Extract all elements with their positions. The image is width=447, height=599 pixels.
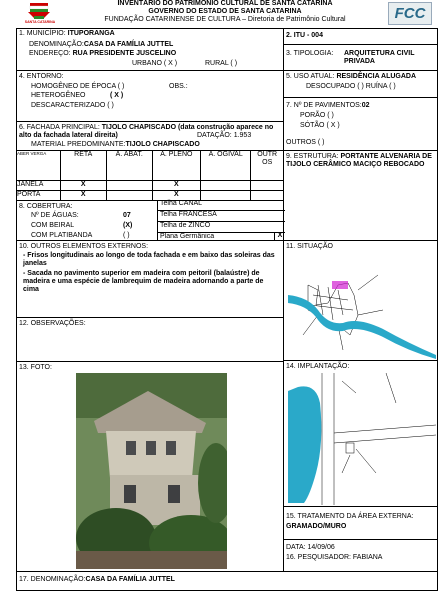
datacao-label: DATAÇÃO: — [197, 132, 232, 139]
tratamento-title: 15. TRATAMENTO DA ÁREA EXTERNA: — [286, 513, 414, 520]
rural-option: RURAL ( ) — [205, 60, 238, 67]
pavimentos-value: 02 — [361, 102, 370, 109]
outros-option: OUTROS ( ) — [286, 139, 325, 146]
fcc-logo — [388, 2, 432, 25]
descaracterizado-option: DESCARACTERIZADO ( ) — [31, 102, 114, 109]
platibanda-label: COM PLATIBANDA — [31, 232, 93, 239]
estrutura-title: 9. ESTRUTURA: — [286, 153, 339, 160]
foto-title: 13. FOTO: — [19, 364, 52, 371]
janela-outros — [251, 180, 284, 190]
situacao-map — [288, 255, 436, 359]
table-row — [17, 190, 284, 200]
section-17-denominacao — [16, 571, 438, 591]
porta-ogival — [200, 190, 250, 200]
material-label: MATERIAL PREDOMINANTE: — [31, 141, 126, 148]
aberturas-table — [16, 150, 284, 201]
house-photo — [76, 373, 227, 569]
telha-canal: Telha CANAL — [158, 200, 285, 211]
porta-label: PORTA — [17, 190, 61, 200]
janela-abat — [106, 180, 152, 190]
aguas-value: 07 — [123, 212, 131, 219]
municipio-value: ITUPORANGA — [67, 30, 115, 37]
tratamento-value: GRAMADO/MURO — [286, 523, 347, 530]
telha-plana: Plana Germânica — [160, 233, 215, 240]
heterogeneo-option: HETEROGÊNEO — [31, 92, 86, 99]
section-15-tratamento — [283, 506, 438, 540]
janela-pleno: X — [152, 180, 200, 190]
outros-elementos-item-2: - Sacada no pavimento superior em madeira com peitoril (balaústre) de madeira e uma espécie de lambrequim de madeira adornando a parte de cima — [23, 270, 264, 294]
endereco-label: ENDEREÇO: — [29, 50, 71, 57]
location-marker-icon — [332, 281, 348, 289]
entorno-title: 4. ENTORNO: — [19, 73, 64, 80]
denominacao-final-value: CASA DA FAMÍLIA JUTTEL — [85, 576, 175, 583]
telha-zinco: Telha de ZINCO — [158, 222, 285, 233]
aberturas-header-ogival: A. OGIVAL — [200, 151, 250, 181]
section-3-tipologia — [283, 44, 438, 71]
outros-elementos-title: 10. OUTROS ELEMENTOS EXTERNOS: — [19, 243, 149, 250]
fachada-title: 6. FACHADA PRINCIPAL: — [19, 124, 100, 131]
aberturas-header-outros: OUTR OS — [251, 151, 284, 181]
tipologia-value: ARQUITETURA CIVIL PRIVADA — [344, 50, 415, 66]
sotao-option: SÓTÃO ( X ) — [300, 122, 340, 129]
aguas-label: Nº DE ÁGUAS: — [31, 212, 79, 219]
uso-atual-options: DESOCUPADO ( ) RUÍNA ( ) — [306, 83, 396, 90]
table-row — [17, 180, 284, 190]
telha-francesa: Telha FRANCESA — [158, 211, 285, 222]
janela-label: JANELA — [17, 180, 61, 190]
porta-abat — [106, 190, 152, 200]
section-9-estrutura — [283, 150, 438, 241]
section-5-uso-atual — [283, 70, 438, 98]
section-7-pavimentos — [283, 97, 438, 151]
section-14-implantacao — [283, 360, 438, 507]
porta-pleno: X — [152, 190, 200, 200]
section-2-code — [283, 28, 438, 45]
urbano-option: URBANO ( X ) — [132, 60, 178, 67]
uso-atual-title: 5. USO ATUAL: — [286, 73, 335, 80]
beiral-label: COM BEIRAL — [31, 222, 75, 229]
beiral-mark: (X) — [123, 222, 133, 229]
situacao-title: 11. SITUAÇÃO — [286, 243, 333, 250]
section-13-foto — [16, 361, 284, 572]
section-12-observacoes — [16, 317, 284, 362]
porao-option: PORÃO ( ) — [300, 112, 334, 119]
porta-reta: X — [60, 190, 106, 200]
fcc-logo-text: FCC — [394, 5, 426, 22]
aberturas-header-reta: RETA — [60, 151, 106, 181]
tipologia-title: 3. TIPOLOGIA: — [286, 50, 334, 57]
uso-atual-value: RESIDÊNCIA ALUGADA — [336, 73, 417, 80]
header-line-3: FUNDAÇÃO CATARINENSE DE CULTURA – Diretoria de Patrimônio Cultural — [104, 16, 346, 24]
santa-catarina-logo-text: SANTA CATARINA — [24, 20, 56, 24]
itu-code: 2. ITU - 004 — [286, 32, 323, 39]
outros-elementos-item-1: - Frisos longitudinais ao longo de toda fachada e em baixo das soleiras das janelas — [23, 252, 275, 268]
aberturas-header-pleno: A. PLENO — [152, 151, 200, 181]
section-6-fachada — [16, 121, 284, 151]
implantacao-map — [286, 373, 436, 505]
header-line-2: GOVERNO DO ESTADO DE SANTA CATARINA — [148, 8, 302, 16]
observacoes-title: 12. OBSERVAÇÕES: — [19, 320, 86, 327]
endereco-value: RUA PRESIDENTE JUSCELINO — [72, 50, 177, 57]
datacao-value: 1.953 — [233, 132, 252, 139]
janela-reta: X — [60, 180, 106, 190]
section-8-cobertura — [16, 200, 284, 241]
section-16-pesquisador — [283, 539, 438, 572]
telhas-list — [157, 200, 285, 241]
homogeneo-option: HOMOGÊNEO DE ÉPOCA ( ) — [31, 83, 125, 90]
obs-label: OBS.: — [169, 83, 188, 90]
fachada-value: TIJOLO CHAPISCADO (data construção aparece no alto da fachada lateral direita) — [19, 124, 274, 140]
section-10-outros-elementos — [16, 240, 284, 318]
porta-outros — [251, 190, 284, 200]
section-1-municipio — [16, 28, 284, 71]
s1-title: 1. MUNICÍPIO: — [19, 30, 66, 37]
header-line-1: INVENTÁRIO DO PATRIMÔNIO CULTURAL DE SANTA CATARINA — [117, 0, 333, 7]
denominacao-final-label: 17. DENOMINAÇÃO: — [19, 576, 86, 583]
estrutura-value: PORTANTE ALVENARIA DE TIJOLO CERÂMICO MACIÇO REBOCADO — [286, 153, 432, 169]
cobertura-title: 8. COBERTURA: — [19, 203, 73, 210]
janela-ogival — [200, 180, 250, 190]
document-header — [60, 0, 390, 25]
telha-mark: X — [274, 232, 285, 240]
denominacao-value: CASA DA FAMÍLIA JUTTEL — [83, 41, 174, 48]
data-value: DATA: 14/09/06 — [286, 544, 335, 551]
pesquisador-value: 16. PESQUISADOR: FABIANA — [286, 554, 383, 561]
heterogeneo-mark: ( X ) — [110, 92, 124, 99]
section-11-situacao — [283, 240, 438, 361]
platibanda-mark: ( ) — [123, 232, 130, 239]
santa-catarina-logo — [20, 2, 60, 26]
material-value: TIJOLO CHAPISCADO — [125, 141, 200, 148]
implantacao-title: 14. IMPLANTAÇÃO: — [286, 363, 350, 370]
pavimentos-title: 7. Nº DE PAVIMENTOS: — [286, 102, 362, 109]
aberturas-header-verga: ABER VERGA — [17, 151, 61, 181]
section-4-entorno — [16, 70, 284, 122]
aberturas-header-abat: A. ABAT. — [106, 151, 152, 181]
denominacao-label: DENOMINAÇÃO: — [29, 41, 84, 48]
